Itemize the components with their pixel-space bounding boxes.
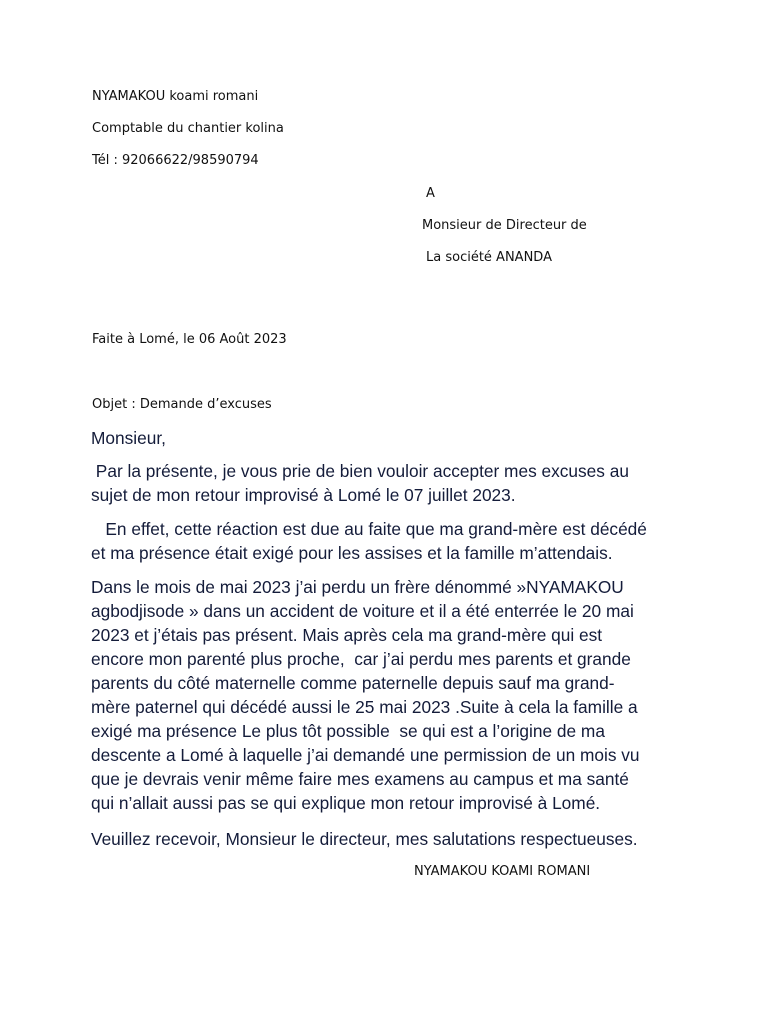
sender-title: Comptable du chantier kolina	[92, 121, 284, 136]
paragraph-1	[91, 459, 691, 507]
salutation: Monsieur,	[91, 428, 166, 448]
recipient-line2: La société ANANDA	[426, 250, 552, 265]
paragraph-line: 2023 et j’étais pas présent. Mais après cela ma grand-mère qui est	[91, 625, 603, 645]
recipient-to: A	[426, 186, 435, 201]
paragraph-line: descente a Lomé à laquelle j’ai demandé une permission de un mois vu	[91, 745, 640, 765]
paragraph-line: Dans le mois de mai 2023 j’ai perdu un frère dénommé »NYAMAKOU	[91, 577, 624, 597]
paragraph-line: parents du côté maternelle comme paternelle depuis sauf ma grand-	[91, 673, 615, 693]
closing-paragraph: Veuillez recevoir, Monsieur le directeur, mes salutations respectueuses.	[91, 829, 638, 849]
sender-name: NYAMAKOU koami romani	[92, 89, 259, 104]
paragraph-line: encore mon parenté plus proche, car j’ai perdu mes parents et grande	[91, 649, 631, 669]
paragraph-line: En effet, cette réaction est due au faite que ma grand-mère est décédé	[91, 519, 647, 539]
paragraph-line: sujet de mon retour improvisé à Lomé le 07 juillet 2023.	[91, 485, 516, 505]
paragraph-3	[91, 575, 691, 815]
paragraph-line: qui n’allait aussi pas se qui explique mon retour improvisé à Lomé.	[91, 793, 601, 813]
sender-phone: Tél : 92066622/98590794	[92, 153, 259, 168]
paragraph-line: agbodjisode » dans un accident de voiture et il a été enterrée le 20 mai	[91, 601, 634, 621]
signature: NYAMAKOU KOAMI ROMANI	[414, 864, 591, 879]
paragraph-2	[91, 517, 691, 565]
subject-line: Objet : Demande d’excuses	[92, 397, 272, 412]
paragraph-line: que je devrais venir même faire mes examens au campus et ma santé	[91, 769, 629, 789]
paragraph-line: mère paternel qui décédé aussi le 25 mai 2023 .Suite à cela la famille a	[91, 697, 638, 717]
paragraph-line: Par la présente, je vous prie de bien vouloir accepter mes excuses au	[91, 461, 629, 481]
recipient-line1: Monsieur de Directeur de	[422, 218, 587, 233]
paragraph-line: et ma présence était exigé pour les assises et la famille m’attendais.	[91, 543, 613, 563]
date-line: Faite à Lomé, le 06 Août 2023	[92, 332, 287, 347]
paragraph-line: exigé ma présence Le plus tôt possible se qui est a l’origine de ma	[91, 721, 605, 741]
